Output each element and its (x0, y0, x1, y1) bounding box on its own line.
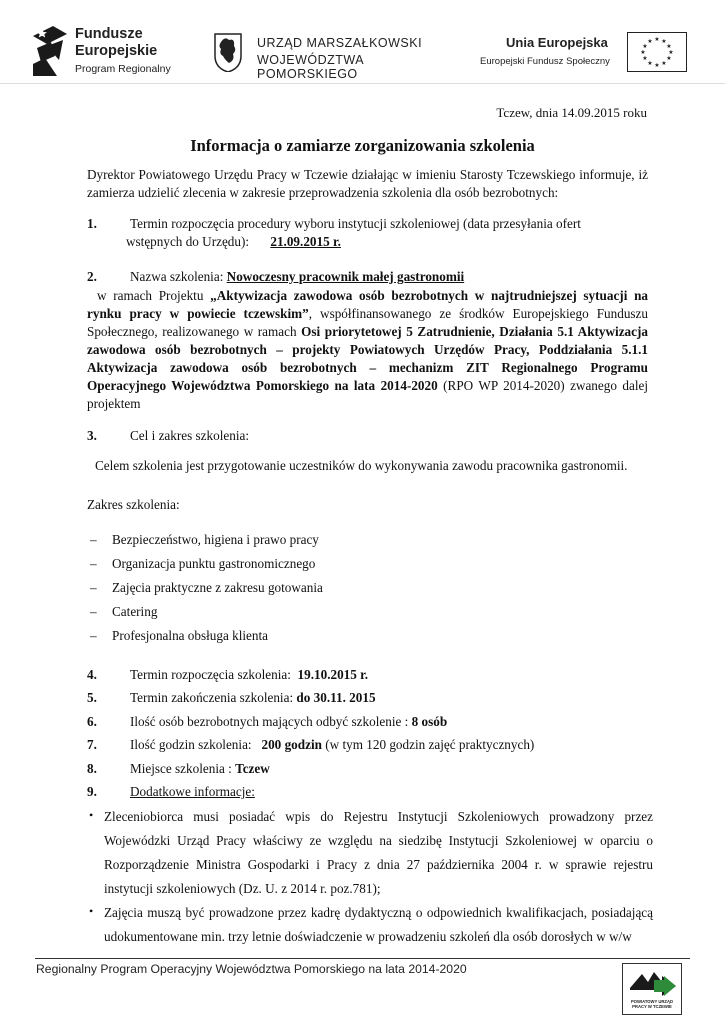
item3-label: Cel i zakres szkolenia: (130, 428, 250, 443)
item5-line (130, 690, 376, 706)
fe-logo-line2: Europejskie (75, 43, 158, 59)
item7-label: Ilość godzin szkolenia: (130, 737, 262, 752)
svg-text:★: ★ (666, 55, 672, 62)
scope-item-3: Zajęcia praktyczne z zakresu gotowania (112, 580, 323, 595)
intro-paragraph: Dyrektor Powiatowego Urzędu Pracy w Tczewie działając w imieniu Starosty Tczewskiego informuje, iż zamierza udzielić zlecenia w zakresie przeprowadzenia szkolenia dla osób bezrobotnych: (87, 167, 648, 200)
header-separator (0, 83, 725, 84)
fe-logo-line3: Program Regionalny (75, 63, 171, 75)
item5-value: do 30.11. 2015 (296, 690, 376, 705)
svg-text:★: ★ (642, 43, 648, 50)
svg-text:★: ★ (668, 49, 674, 56)
pup-logo (622, 963, 682, 1015)
scope-dash-4: – (90, 604, 97, 619)
urzad-line1: URZĄD MARSZAŁKOWSKI (257, 36, 423, 50)
item6-line (130, 714, 447, 730)
ue-logo (480, 32, 690, 76)
scope-dash-1: – (90, 532, 97, 547)
item7-value: 200 godzin (261, 737, 322, 752)
item2-number: 2. (87, 269, 97, 284)
svg-text:★: ★ (661, 60, 667, 67)
svg-text:★: ★ (647, 60, 653, 67)
item9-label: Dodatkowe informacje: (130, 784, 255, 799)
item3-goal: Celem szkolenia jest przygotowanie uczestników do wykonywania zawodu pracownika gastronomii. (95, 458, 628, 473)
scope-dash-5: – (90, 628, 97, 643)
item1-date: 21.09.2015 r. (270, 234, 341, 249)
eu-flag-icon (627, 32, 687, 72)
item2-heading (130, 269, 464, 285)
scope-item-1: Bezpieczeństwo, higiena i prawo pracy (112, 532, 319, 547)
item4-value: 19.10.2015 r. (297, 667, 369, 682)
item2-course-name: Nowoczesny pracownik małej gastronomii (226, 269, 465, 284)
pup-logo-arrow-icon (624, 966, 680, 1000)
item1-text: Termin rozpoczęcia procedury wyboru instytucji szkoleniowej (data przesyłania ofert (130, 216, 581, 231)
header-logos (0, 0, 725, 84)
footer-text: Regionalny Program Operacyjny Województwa Pomorskiego na lata 2014-2020 (36, 962, 467, 976)
scope-label: Zakres szkolenia: (87, 497, 180, 512)
svg-text:★: ★ (640, 49, 646, 56)
svg-text:★: ★ (654, 62, 660, 69)
urzad-line2: WOJEWÓDZTWA POMORSKIEGO (257, 53, 364, 81)
item7-suffix: (w tym 120 godzin zajęć praktycznych) (321, 737, 535, 752)
item2-project-paragraph (87, 287, 648, 413)
scope-dash-3: – (90, 580, 97, 595)
info-bullet-1: Zleceniobiorca musi posiadać wpis do Rejestru Instytucji Szkoleniowych prowadzony przez Wojewódzki Urząd Pracy właściwy ze względu na siedzibę Instytucji Szkoleniowej w oparciu o Rozporządzenie Ministra Gospodarki i Pracy z dnia 27 października 2004 r. w sprawie rejestru instytucji szkoleniowych (Dz. U. z 2014 r. poz.781); (104, 809, 653, 896)
item2-p-post: (RPO WP 2014-2020) zwanego dalej projektem (87, 378, 649, 411)
date-line: Tczew, dnia 14.09.2015 roku (496, 105, 647, 120)
item8-value: Tczew (235, 761, 270, 776)
svg-text:★: ★ (642, 55, 648, 62)
item7-number: 7. (87, 737, 97, 752)
item1-number: 1. (87, 216, 97, 231)
urzad-logo (213, 32, 453, 81)
item2-p-mid: , współfinansowanego ze środków Europejskiego Funduszu Społecznego, realizowanego w ramach (87, 306, 648, 339)
item4-label: Termin rozpoczęcia szkolenia: (130, 667, 298, 682)
item2-project-name: „Aktywizacja zawodowa osób bezrobotnych w najtrudniejszej sytuacji na rynku pracy w powiecie tczewskim” (87, 288, 648, 321)
pup-logo-text: POWIATOWY URZĄD PRACY W TCZEWIE (630, 999, 674, 1009)
bullet-2: • (89, 904, 94, 918)
scope-item-4: Catering (112, 604, 158, 619)
ue-line2: Europejski Fundusz Społeczny (480, 56, 610, 67)
item6-value: 8 osób (411, 714, 448, 729)
item4-line (130, 667, 368, 683)
scope-dash-2: – (90, 556, 97, 571)
svg-text:★: ★ (661, 38, 667, 45)
item3-number: 3. (87, 428, 97, 443)
document-title: Informacja o zamiarze zorganizowania szkolenia (190, 136, 535, 155)
griffin-crest-icon (213, 32, 243, 72)
item8-number: 8. (87, 761, 97, 776)
svg-text:★: ★ (666, 43, 672, 50)
footer-rule (35, 958, 690, 959)
item8-line (130, 761, 270, 777)
item1-text2 (126, 234, 341, 250)
svg-text:★: ★ (654, 36, 660, 43)
fe-logo (33, 26, 183, 78)
fe-logo-line1: Fundusze (75, 26, 143, 42)
item2-axis: Osi priorytetowej 5 Zatrudnienie, Działania 5.1 Aktywizacja zawodowa osób bezrobotnych – projekty Powiatowych Urzędów Pracy, Poddziałania 5.1.1 Aktywizacja zawodowa osób bezrobotnych – mechanizm ZIT Regionalnego Programu Operacyjnego Województwa Pomorskiego na lata 2014-2020 (87, 324, 648, 393)
info-bullet-2: Zajęcia muszą być prowadzone przez kadrę dydaktyczną o odpowiednich kwalifikacjach, posiadającą udokumentowane min. trzy letnie doświadczenie w prowadzeniu szkoleń dla osób dorosłych w w/w (104, 905, 653, 944)
item5-label: Termin zakończenia szkolenia: (130, 690, 297, 705)
svg-text:★: ★ (647, 38, 653, 45)
item2-p-pre: w ramach Projektu (97, 288, 211, 303)
item2-label: Nazwa szkolenia: (130, 269, 224, 284)
scope-item-2: Organizacja punktu gastronomicznego (112, 556, 316, 571)
item7-line (130, 737, 534, 753)
bullet-1: • (89, 808, 94, 822)
item6-number: 6. (87, 714, 97, 729)
ue-line1: Unia Europejska (506, 35, 608, 50)
item4-number: 4. (87, 667, 97, 682)
item8-label: Miejsce szkolenia : (130, 761, 236, 776)
fe-logo-mark-icon (33, 26, 67, 76)
item9-number: 9. (87, 784, 97, 799)
item6-label: Ilość osób bezrobotnych mających odbyć szkolenie : (130, 714, 412, 729)
scope-item-5: Profesjonalna obsługa klienta (112, 628, 269, 643)
item1-text2-label: wstępnych do Urzędu): (126, 234, 250, 249)
item5-number: 5. (87, 690, 97, 705)
